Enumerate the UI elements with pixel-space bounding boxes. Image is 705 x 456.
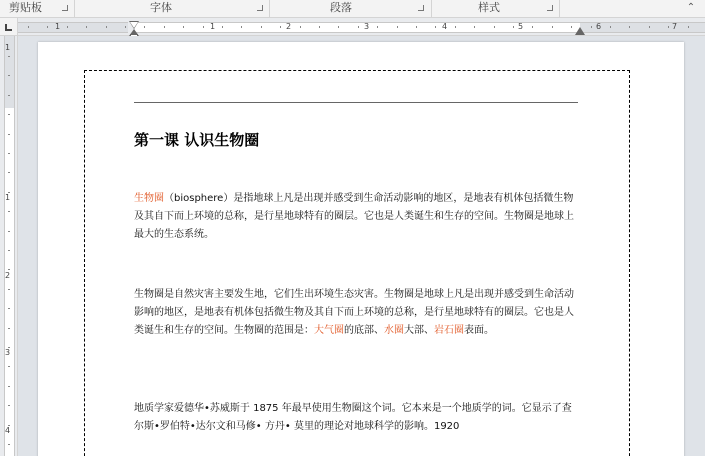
ruler-tick	[144, 26, 145, 28]
vruler-text-area	[4, 108, 15, 456]
ruler-tick	[532, 26, 533, 28]
ruler-tick	[8, 134, 10, 135]
paragraph-2-text: 表面。	[464, 325, 494, 336]
paragraph-2[interactable]	[134, 286, 576, 340]
ruler-tick	[397, 26, 398, 28]
ruler-number: 2	[5, 271, 11, 280]
ruler-tick	[86, 26, 87, 28]
ribbon-group-paragraph	[270, 0, 432, 17]
ruler-tick	[8, 289, 10, 290]
paragraph-2-text: 大部、	[404, 325, 434, 336]
ruler-number: 1	[55, 22, 61, 31]
ruler-tick	[8, 328, 10, 329]
ruler-tick	[435, 26, 436, 28]
ruler-number: 5	[518, 22, 524, 31]
ruler-tick	[319, 26, 320, 28]
ruler-number: 2	[286, 22, 292, 31]
paragraph-1[interactable]	[134, 190, 576, 244]
vertical-ruler[interactable]	[0, 36, 18, 456]
term-hydrosphere: 水圈	[384, 325, 404, 336]
styles-group-label: 样式	[478, 1, 500, 14]
ruler-tick	[591, 26, 592, 28]
ruler-tick	[8, 366, 10, 367]
ruler-tick	[67, 26, 68, 28]
ruler-number: 7	[672, 22, 678, 31]
ruler-tick	[8, 386, 10, 387]
left-tab-icon	[5, 24, 12, 31]
ruler-tick	[164, 26, 165, 28]
ruler-tick	[513, 26, 514, 28]
clipboard-dialog-launcher-icon[interactable]	[62, 5, 68, 11]
ruler-tick	[261, 26, 262, 28]
paragraph-3-text: 地质学家爱德华•苏威斯于 1875 年最早使用生物圈这个词。它本来是一个地质学的词。它显示了查尔斯•罗伯特•达尔文和马修• 方丹• 莫里的理论对地球科学的影响。1920	[134, 403, 572, 432]
ruler-number: 3	[5, 348, 11, 357]
ribbon-group-font	[75, 0, 270, 17]
ruler-tick	[338, 26, 339, 28]
header-divider-line	[134, 102, 578, 103]
ruler-tick	[47, 26, 48, 28]
paragraph-group-label: 段落	[330, 1, 352, 14]
ruler-tick	[28, 26, 29, 28]
document-workspace	[18, 36, 705, 456]
ruler-tick	[668, 26, 669, 28]
ruler-tick	[474, 26, 475, 28]
paragraph-1-text: （biosphere）是指地球上凡是出现并感受到生命活动影响的地区，是地表有机体包括微生物及其自下而上环境的总称，是行星地球特有的圈层。它也是人类诞生和生存的空间。生物圈是地球上最大的生态系统。	[134, 193, 574, 240]
ruler-tick	[280, 26, 281, 28]
ruler-tick	[8, 211, 10, 212]
ruler-tick	[416, 26, 417, 28]
collapse-ribbon-icon[interactable]: ⌃	[686, 2, 696, 13]
ruler-tick	[222, 26, 223, 28]
term-lithosphere: 岩石圈	[434, 325, 464, 336]
ruler-tick	[8, 405, 10, 406]
ruler-tick	[8, 172, 10, 173]
ruler-tick	[8, 56, 10, 57]
lesson-title[interactable]: 第一课 认识生物圈	[134, 131, 260, 149]
horizontal-ruler[interactable]	[18, 18, 705, 36]
ruler-tick	[8, 153, 10, 154]
ruler-tick	[552, 26, 553, 28]
ruler-tick	[571, 26, 572, 28]
ruler-tick	[358, 26, 359, 28]
ribbon-group-clipboard	[0, 0, 75, 17]
ruler-tick	[125, 26, 126, 28]
ruler-tick	[8, 269, 10, 270]
ruler-number: 1	[210, 22, 216, 31]
ruler-tick	[610, 26, 611, 28]
page-border	[84, 70, 630, 456]
ruler-number: 4	[442, 22, 448, 31]
ruler-left-margin	[18, 22, 128, 33]
right-indent-marker[interactable]	[575, 27, 585, 35]
ruler-tick	[494, 26, 495, 28]
clipboard-group-label: 剪贴板	[9, 1, 42, 14]
ruler-tick	[377, 26, 378, 28]
font-group-label: 字体	[150, 1, 172, 14]
ruler-tick	[241, 26, 242, 28]
term-biosphere: 生物圈	[134, 193, 164, 204]
ruler-tick	[8, 95, 10, 96]
styles-dialog-launcher-icon[interactable]	[547, 5, 553, 11]
paragraph-dialog-launcher-icon[interactable]	[418, 5, 424, 11]
ruler-tick	[688, 26, 689, 28]
tab-selector[interactable]	[0, 18, 18, 36]
ribbon-group-styles	[432, 0, 560, 17]
ruler-tick	[203, 26, 204, 28]
ruler-tick	[183, 26, 184, 28]
ruler-tick	[8, 75, 10, 76]
ruler-number: 1	[5, 193, 11, 202]
ruler-tick	[629, 26, 630, 28]
paragraph-2-text: 的底部、	[344, 325, 384, 336]
paragraph-2-text: 生物圈是自然灾害主要发生地，它们生出环境生态灾害。生物圈是地球上凡是出现并感受到生命活动影响的地区，是地表有机体包括微生物及其自下而上环境的总称，是行星地球特有的圈层。它也是人类诞生和生存的空间。生物圈的范围是：	[134, 289, 574, 336]
font-dialog-launcher-icon[interactable]	[257, 5, 263, 11]
ruler-tick	[649, 26, 650, 28]
ruler-tick	[8, 308, 10, 309]
ruler-tick	[300, 26, 301, 28]
first-line-indent-fill	[130, 22, 138, 28]
ruler-tick	[8, 250, 10, 251]
ruler-number: 4	[5, 426, 11, 435]
ribbon-group-strip	[0, 0, 705, 18]
ruler-tick	[455, 26, 456, 28]
ruler-number: 1	[5, 43, 11, 52]
paragraph-3[interactable]	[134, 400, 576, 436]
ruler-tick	[8, 231, 10, 232]
term-atmosphere: 大气圈	[314, 325, 344, 336]
ruler-tick	[8, 444, 10, 445]
ruler-number: 3	[364, 22, 370, 31]
ruler-number: 6	[596, 22, 602, 31]
ruler-tick	[8, 114, 10, 115]
ruler-tick	[106, 26, 107, 28]
document-page[interactable]	[38, 42, 684, 456]
